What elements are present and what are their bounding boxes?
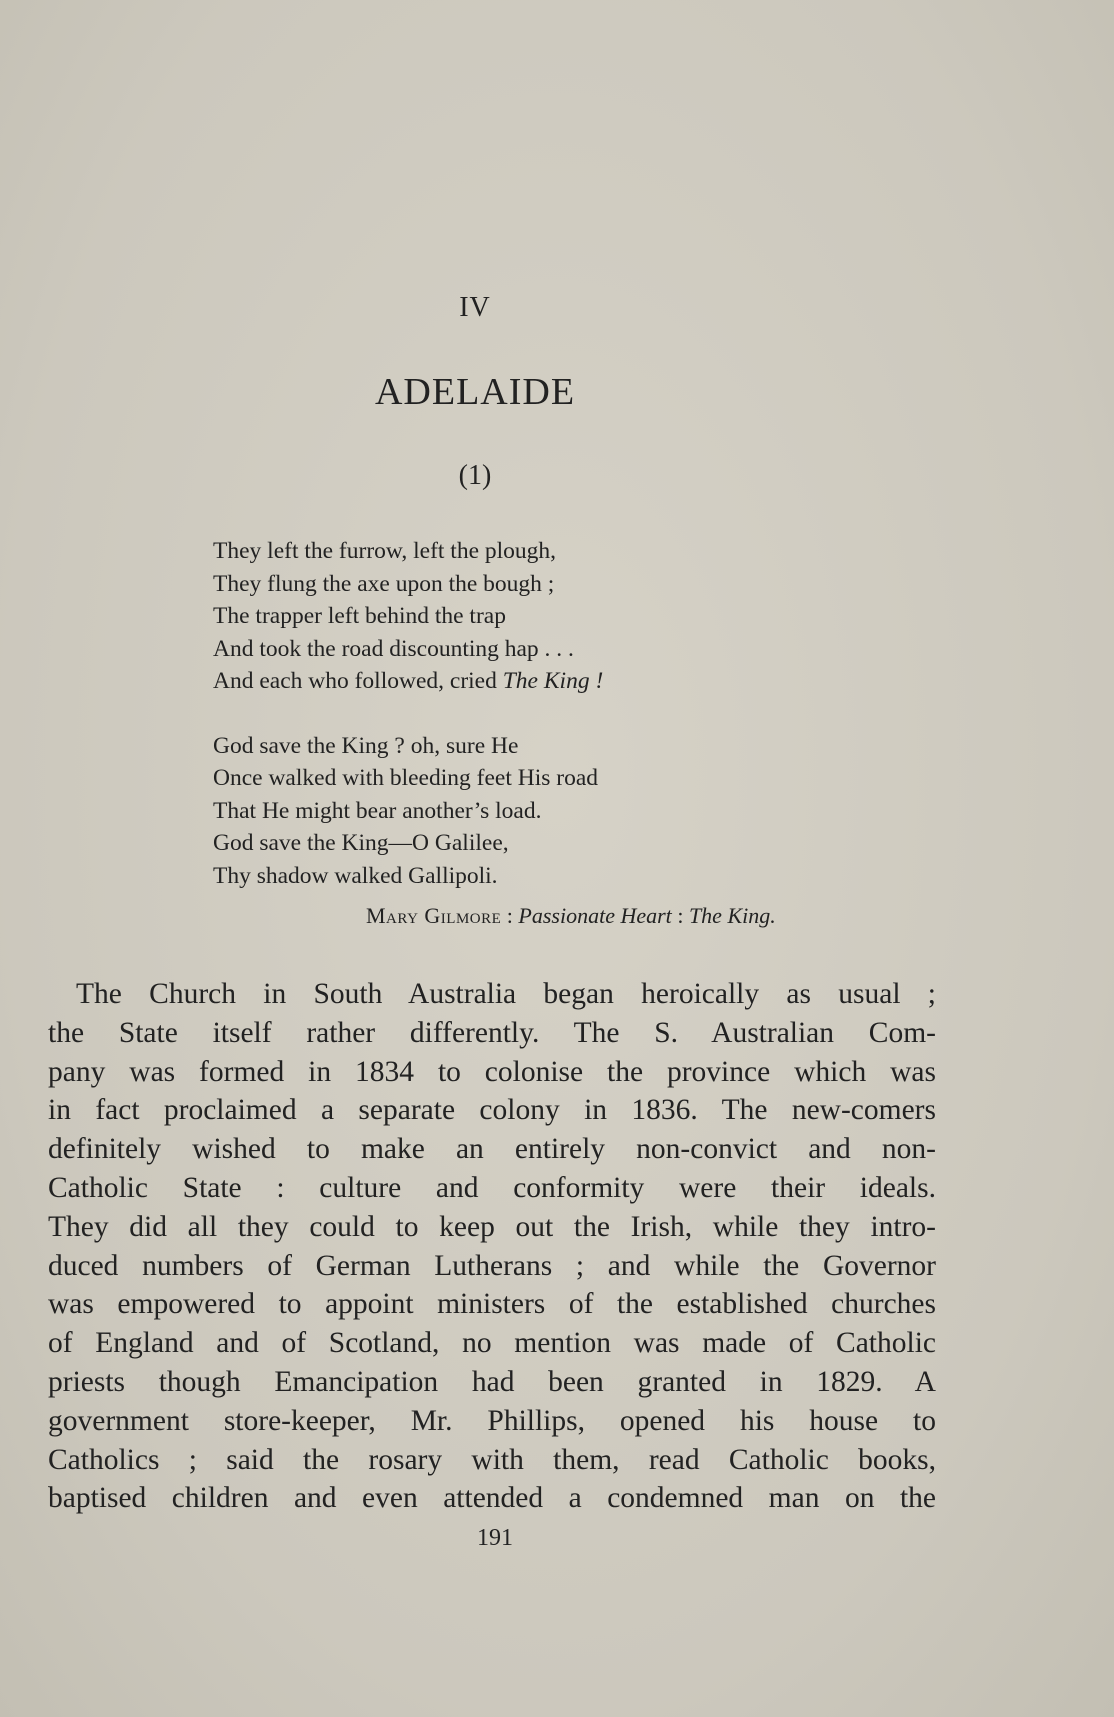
- text-line: The Church in South Australia began heroically as usual ;: [76, 978, 936, 1010]
- poem-line: They left the furrow, left the plough,: [213, 538, 557, 564]
- attribution-work: Passionate Heart: [518, 903, 672, 928]
- epigraph-attribution: [366, 903, 776, 929]
- text-line: was empowered to appoint ministers of the established churches: [48, 1288, 936, 1321]
- text-line: of England and of Scotland, no mention was made of Catholic: [48, 1327, 936, 1360]
- poem-line: Once walked with bleeding feet His road: [213, 765, 599, 791]
- poem-line: The trapper left behind the trap: [213, 603, 506, 629]
- stanza-break: [213, 698, 913, 730]
- text-line: They did all they could to keep out the Irish, while they intro-: [48, 1210, 936, 1243]
- section-number: (1): [458, 460, 492, 491]
- text-line: in fact proclaimed a separate colony in 1836. The new-comers: [48, 1094, 936, 1127]
- text-line: government store-keeper, Mr. Phillips, opened his house to: [48, 1404, 936, 1437]
- poem-line: That He might bear another’s load.: [213, 797, 542, 824]
- body-paragraph: [48, 975, 936, 1518]
- poem-line: God save the King—O Galilee,: [213, 830, 509, 856]
- text-line: baptised children and even attended a condemned man on the: [48, 1482, 936, 1515]
- poem-line: [213, 665, 913, 698]
- attribution-separator: :: [671, 903, 689, 928]
- poem-line: And took the road discounting hap . . .: [213, 635, 574, 662]
- attribution-separator: :: [501, 903, 519, 928]
- text-line: the State itself rather differently. The S. Australian Com-: [48, 1016, 936, 1049]
- text-line: duced numbers of German Lutherans ; and while the Governor: [48, 1249, 936, 1282]
- text-line: definitely wished to make an entirely non-convict and non-: [48, 1133, 936, 1166]
- attribution-author: Mary Gilmore: [366, 903, 502, 928]
- poem-line-italic: The King !: [502, 668, 604, 694]
- poem-line: God save the King ? oh, sure He: [213, 732, 519, 759]
- text-line: Catholics ; said the rosary with them, read Catholic books,: [48, 1443, 936, 1476]
- poem-line: They flung the axe upon the bough ;: [213, 570, 555, 597]
- poem-line: Thy shadow walked Gallipoli.: [213, 862, 498, 889]
- text-line: Catholic State : culture and conformity were their ideals.: [48, 1171, 936, 1204]
- text-line: priests though Emancipation had been granted in 1829. A: [48, 1365, 936, 1398]
- epigraph-poem: [213, 535, 913, 892]
- poem-line-text: And each who followed, cried: [213, 668, 503, 694]
- chapter-title: ADELAIDE: [374, 371, 576, 413]
- text-line: pany was formed in 1834 to colonise the province which was: [48, 1055, 936, 1088]
- chapter-number: IV: [459, 292, 491, 323]
- page-number: 191: [477, 1525, 513, 1551]
- attribution-poem-title: The King.: [688, 903, 776, 928]
